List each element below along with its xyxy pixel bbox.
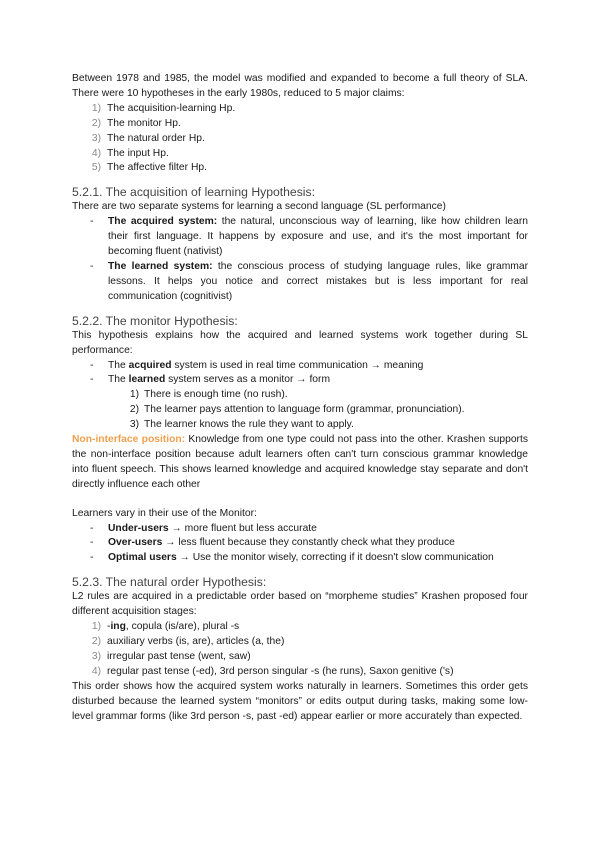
list-item: 2) auxiliary verbs (is, are), articles (a, the)	[91, 636, 285, 647]
section-heading-5-2-3: 5.2.3. The natural order Hypothesis:	[72, 575, 267, 590]
monitor-conditions-list	[72, 388, 528, 433]
list-item: - The acquired system: the natural, unconscious way of learning, like how children learn their first language. It happens by exposure and use, and it's the most important for becoming fluent (nativist)	[90, 216, 528, 258]
list-item: 1) The acquisition-learning Hp.	[72, 102, 528, 117]
list-item: 2) The learner pays attention to language form (grammar, pronunciation).	[129, 404, 465, 416]
list-item: - The acquired system is used in real time communication → meaning	[90, 359, 424, 371]
section-intro: L2 rules are acquired in a predictable order based on “morpheme studies” Krashen proposed four different acquisition stages:	[72, 591, 528, 618]
claims-list	[72, 102, 528, 177]
section-intro: This hypothesis explains how the acquired and learned systems work together during SL performance:	[72, 329, 528, 356]
systems-list	[72, 215, 528, 304]
term: The acquired system:	[108, 216, 218, 228]
noninterface-paragraph: Non-interface position: Knowledge from one type could not pass into the other. Krashen supports the non-interface position because adult learners often can't turn conscious grammar knowledge into fluent speech. This shows learned knowledge and acquired knowledge stay separate and don't directly influence each other	[72, 434, 528, 490]
term: The learned system:	[108, 260, 213, 272]
monitor-systems-list	[72, 359, 528, 389]
intro-paragraph: Between 1978 and 1985, the model was modified and expanded to become a full theory of SLA. There were 10 hypotheses in the early 1980s, reduced to 5 major claims:	[72, 73, 528, 99]
list-number: 4)	[91, 147, 101, 159]
list-number: 1)	[91, 102, 101, 114]
list-number: 5)	[91, 162, 101, 174]
noninterface-label: Non-interface position:	[72, 434, 186, 446]
list-number: 3)	[91, 132, 101, 144]
section-intro: There are two separate systems for learning a second language (SL performance)	[72, 201, 446, 213]
section-heading-5-2-2: 5.2.2. The monitor Hypothesis:	[72, 313, 238, 328]
list-item: 5) The affective filter Hp.	[72, 161, 528, 176]
list-item: 2) The monitor Hp.	[72, 117, 528, 132]
list-item: 3) The natural order Hp.	[72, 132, 528, 147]
section-heading-5-2-1: 5.2.1. The acquisition of learning Hypothesis:	[72, 185, 315, 200]
list-item: - The learned system serves as a monitor → form	[90, 374, 331, 386]
list-item: - Over-users → less fluent because they constantly check what they produce	[90, 537, 455, 549]
monitor-users-list	[72, 522, 528, 567]
list-item: 3) irregular past tense (went, saw)	[91, 650, 251, 662]
list-item: 4) The input Hp.	[72, 147, 528, 162]
stages-list	[72, 620, 528, 680]
list-item: 1) There is enough time (no rush).	[129, 389, 288, 401]
list-item: 1) -ing, copula (is/are), plural -s	[91, 621, 240, 633]
list-item: - Under-users → more fluent but less accurate	[90, 522, 317, 534]
list-item: 3) The learner knows the rule they want to apply.	[129, 419, 354, 431]
list-item: - The learned system: the conscious process of studying language rules, like grammar lessons. It helps you notice and correct mistakes but is less important for real communication (cognitivist)	[90, 260, 528, 302]
list-item: 4) regular past tense (-ed), 3rd person singular -s (he runs), Saxon genitive ('s)	[91, 665, 454, 677]
list-number: 2)	[91, 117, 101, 129]
document-page	[72, 72, 528, 724]
closing-paragraph: This order shows how the acquired system works naturally in learners. Sometimes this order gets disturbed because the learned system “monitors” or edits output during tasks, making some low-level grammar forms (like 3rd person -s, past -ed) appear earlier or more accurately than expected.	[72, 680, 528, 722]
list-item: - Optimal users → Use the monitor wisely, correcting if it doesn't slow communication	[90, 552, 494, 564]
users-intro: Learners vary in their use of the Monitor:	[72, 507, 257, 519]
